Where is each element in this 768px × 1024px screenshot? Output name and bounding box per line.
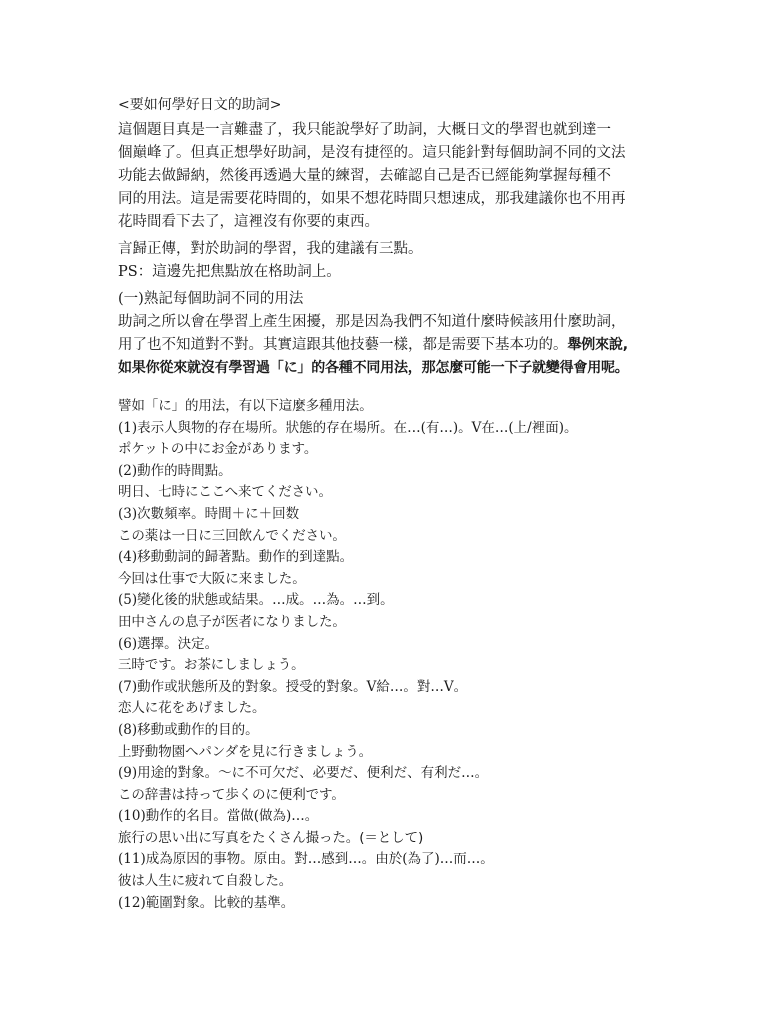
usage-list (118, 396, 678, 914)
intro-line: 花時間看下去了，這裡沒有你要的東西。 (118, 214, 379, 230)
bold-line: 如果你從來就沒有學習過「に」的各種不同用法，那怎麼可能一下子就變得會用呢。 (118, 360, 629, 376)
usage-label: (10)動作的名目。當做(做為)…。 (118, 808, 319, 825)
document-page (118, 93, 678, 914)
usage-label: (9)用途的對象。～に不可欠だ、必要だ、便利だ、有利だ…。 (118, 765, 489, 782)
usage-label: (12)範圍對象。比較的基準。 (118, 894, 295, 911)
usage-example: 恋人に花をあげました。 (118, 700, 266, 717)
intro-line: 這個題目真是一言難盡了，我只能說學好了助詞，大概日文的學習也就到達一 (118, 122, 611, 138)
section-line-text: 用了也不知道對不對。其實這跟其他技藝一樣，都是需要下基本功的。 (118, 337, 568, 353)
usage-example: 彼は人生に疲れて自殺した。 (118, 873, 293, 890)
usage-example: 旅行の思い出に写真をたくさん撮った。(＝として) (118, 829, 424, 846)
usage-example: この辞書は持って歩くのに便利です。 (118, 786, 345, 803)
usage-label: (8)移動或動作的目的。 (118, 721, 259, 738)
usage-label: (4)移動動詞的歸著點。動作的到達點。 (118, 549, 354, 566)
usage-label: (3)次數頻率。時間＋に＋回数 (118, 505, 300, 522)
usage-example: 田中さんの息子が医者になりました。 (118, 613, 346, 630)
usage-example: この薬は一日に三回飲んでください。 (118, 527, 346, 544)
usage-example: 三時です。お茶にしましょう。 (118, 657, 305, 674)
usage-label: (5)變化後的狀態或結果。…成。…為。…到。 (118, 592, 394, 609)
usage-label: (2)動作的時間點。 (118, 462, 232, 479)
section-bold-tail: 舉例來說, (567, 337, 628, 353)
document-title: <要如何學好日文的助詞> (118, 97, 282, 113)
ps-line: PS：這邊先把焦點放在格助詞上。 (118, 264, 341, 280)
intro-line: 個巔峰了。但真正想學好助詞，是沒有捷徑的。這只能針對每個助詞不同的文法 (118, 145, 626, 161)
usage-example: 今回は仕事で大阪に来ました。 (118, 570, 306, 587)
usage-example: 明日、七時にここへ来てください。 (118, 484, 332, 501)
usage-label: (6)選擇。決定。 (118, 635, 219, 652)
intro-line: 功能去做歸納，然後再透過大量的練習，去確認自己是否已經能夠掌握每種不 (118, 168, 611, 184)
usage-example: 上野動物園へパンダを見に行きましょう。 (118, 743, 373, 760)
section-line: 助詞之所以會在學習上產生困擾，那是因為我們不知道什麼時候該用什麼助詞， (118, 314, 626, 330)
intro-paragraph (118, 119, 678, 234)
usage-intro: 譬如「に」的用法，有以下這麼多種用法。 (118, 398, 373, 414)
intro-line: 同的用法。這是需要花時間的，如果不想花時間只想速成，那我建議你也不用再 (118, 191, 626, 207)
section-line (118, 334, 678, 357)
advice-line: 言歸正傳，對於助詞的學習，我的建議有三點。 (118, 241, 423, 257)
usage-label: (11)成為原因的事物。原由。對…感到…。由於(為了)…而…。 (118, 851, 494, 868)
usage-label: (7)動作或狀態所及的對象。授受的對象。V給…。對…V。 (118, 678, 468, 695)
usage-example: ポケットの中にお金があります。 (118, 441, 318, 458)
usage-label: (1)表示人與物的存在場所。狀態的存在場所。在…(有…)。V在…(上/裡面)。 (118, 419, 578, 436)
section-heading: (一)熟記每個助詞不同的用法 (118, 291, 304, 307)
